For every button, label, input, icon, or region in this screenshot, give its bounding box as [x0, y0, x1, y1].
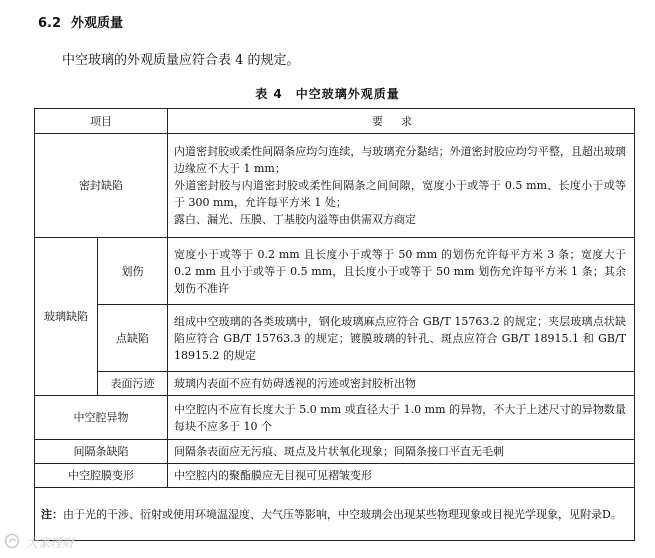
- section-title: 外观质量: [71, 16, 124, 31]
- appearance-quality-table: [34, 108, 635, 541]
- watermark-text: 大家理财: [26, 536, 75, 550]
- seal-line-3: 露白、漏光、压膜、丁基胶内溢等由供需双方商定: [174, 213, 416, 226]
- row-seal-defect: [35, 134, 635, 238]
- intro-paragraph: 中空玻璃的外观质量应符合表 4 的规定。: [62, 53, 300, 68]
- row-surface-stain: [35, 372, 635, 396]
- seal-defect-label: 密封缺陷: [35, 134, 168, 238]
- watermark: [4, 531, 84, 553]
- row-spacer-defect: [35, 440, 635, 464]
- row-note: [35, 488, 635, 541]
- cavity-foreign-requirement: 中空腔内不应有长度大于 5.0 mm 或直径大于 1.0 mm 的异物，不大于上述尺寸的异物数量每块不应多于 10 个: [168, 396, 635, 440]
- seal-line-1: 内道密封胶或柔性间隔条应均匀连续，与玻璃充分黏结；外道密封胶应均匀平整，且超出玻璃边缘应不大于 1 mm；: [174, 145, 626, 175]
- spacer-defect-label: 间隔条缺陷: [35, 440, 168, 464]
- spot-defect-label: 点缺陷: [98, 305, 168, 372]
- note-tag: 注：: [41, 507, 63, 521]
- film-deformation-label: 中空腔膜变形: [35, 464, 168, 488]
- section-heading: [38, 12, 123, 31]
- row-spot-defect: [35, 305, 635, 372]
- table-caption: 表 4 中空玻璃外观质量: [255, 87, 400, 101]
- surface-stain-label: 表面污迹: [98, 372, 168, 396]
- header-requirement: 要求: [168, 109, 635, 134]
- scratch-label: 划伤: [98, 238, 168, 305]
- scratch-requirement: 宽度小于或等于 0.2 mm 且长度小于或等于 50 mm 的划伤允许每平方米 3 条；宽度大于 0.2 mm 且小于或等于 0.5 mm，且长度小于或等于 50 mm 划伤允许每平方米 1 条；其余划伤不准许: [168, 238, 635, 305]
- glass-defect-label: 玻璃缺陷: [35, 238, 98, 396]
- row-scratch: [35, 238, 635, 305]
- note-text: 由于光的干涉、衍射或使用环境温湿度、大气压等影响，中空玻璃会出现某些物理现象或目视光学现象，见附录D。: [63, 507, 622, 521]
- watermark-logo-icon: [4, 533, 22, 549]
- cavity-foreign-label: 中空腔异物: [35, 396, 168, 440]
- spacer-defect-requirement: 间隔条表面应无污痕、斑点及片状氧化现象；间隔条接口平直无毛刺: [168, 440, 635, 464]
- section-number: 6.2: [38, 16, 62, 31]
- table-header-row: [35, 109, 635, 134]
- surface-stain-requirement: 玻璃内表面不应有妨碍透视的污迹或密封胶析出物: [168, 372, 635, 396]
- seal-defect-requirement: [168, 134, 635, 238]
- table-note: [35, 488, 635, 541]
- row-cavity-foreign-matter: [35, 396, 635, 440]
- header-item: 项目: [35, 109, 168, 134]
- film-deformation-requirement: 中空腔内的聚酯膜应无目视可见褶皱变形: [168, 464, 635, 488]
- seal-line-2: 外道密封胶与内道密封胶或柔性间隔条之间间隙，宽度小于或等于 0.5 mm、长度小于或等于 300 mm，允许每平方米 1 处；: [174, 179, 626, 209]
- row-film-deformation: [35, 464, 635, 488]
- spot-defect-requirement: 组成中空玻璃的各类玻璃中，钢化玻璃麻点应符合 GB/T 15763.2 的规定；夹层玻璃点状缺陷应符合 GB/T 15763.3 的规定；镀膜玻璃的针孔、斑点应符合 GB/T 18915.1 和 GB/T 18915.2 的规定: [168, 305, 635, 372]
